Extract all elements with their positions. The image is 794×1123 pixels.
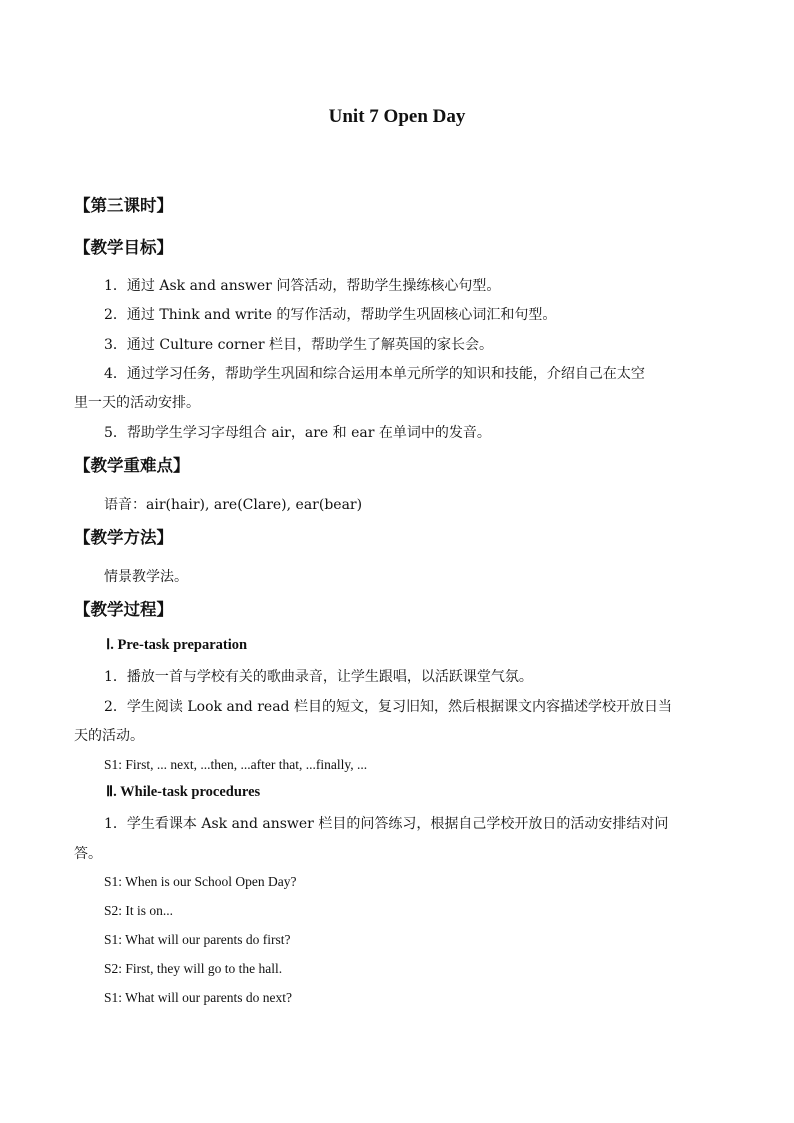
pre-task-step: 1．播放一首与学校有关的歌曲录音，让学生跟唱，以活跃课堂气氛。 bbox=[104, 669, 533, 685]
methods-text: 情景教学法。 bbox=[104, 569, 188, 585]
dialogue-line: S1: When is our School Open Day? bbox=[104, 874, 297, 889]
section-objectives-heading: 【教学目标】 bbox=[74, 238, 173, 257]
while-task-step-continued: 答。 bbox=[74, 846, 102, 862]
while-task-step: 1．学生看课本 Ask and answer 栏目的问答练习，根据自己学校开放日的活动安排结对问 bbox=[104, 816, 669, 832]
objective-item: 1．通过 Ask and answer 问答活动，帮助学生操练核心句型。 bbox=[104, 278, 501, 294]
objective-item: 4．通过学习任务，帮助学生巩固和综合运用本单元所学的知识和技能，介绍自己在太空 bbox=[104, 366, 645, 382]
section-key-points-heading: 【教学重难点】 bbox=[74, 456, 190, 475]
document-title: Unit 7 Open Day bbox=[328, 106, 466, 127]
dialogue-line: S1: What will our parents do next? bbox=[104, 990, 292, 1005]
section-methods-heading: 【教学方法】 bbox=[74, 528, 173, 547]
objective-item: 5．帮助学生学习字母组合 air，are 和 ear 在单词中的发音。 bbox=[104, 425, 491, 441]
key-points-text: 语音：air(hair), are(Clare), ear(bear) bbox=[104, 497, 363, 513]
lesson-label: 【第三课时】 bbox=[74, 196, 173, 215]
section-process-heading: 【教学过程】 bbox=[74, 600, 173, 619]
pre-task-example: S1: First, ... next, ...then, ...after that, ...finally, ... bbox=[104, 757, 368, 772]
dialogue-line: S2: First, they will go to the hall. bbox=[104, 961, 283, 976]
dialogue-line: S1: What will our parents do first? bbox=[104, 932, 291, 947]
pre-task-step: 2．学生阅读 Look and read 栏目的短文，复习旧知，然后根据课文内容描述学校开放日当 bbox=[104, 699, 672, 715]
objective-item: 3．通过 Culture corner 栏目，帮助学生了解英国的家长会。 bbox=[104, 337, 494, 353]
objective-item: 2．通过 Think and write 的写作活动，帮助学生巩固核心词汇和句型。 bbox=[104, 307, 557, 323]
pre-task-heading: Ⅰ. Pre-task preparation bbox=[106, 637, 248, 653]
objective-item-continued: 里一天的活动安排。 bbox=[74, 395, 200, 411]
pre-task-step-continued: 天的活动。 bbox=[74, 728, 144, 744]
while-task-heading: Ⅱ. While-task procedures bbox=[106, 784, 261, 800]
dialogue-line: S2: It is on... bbox=[104, 903, 174, 918]
